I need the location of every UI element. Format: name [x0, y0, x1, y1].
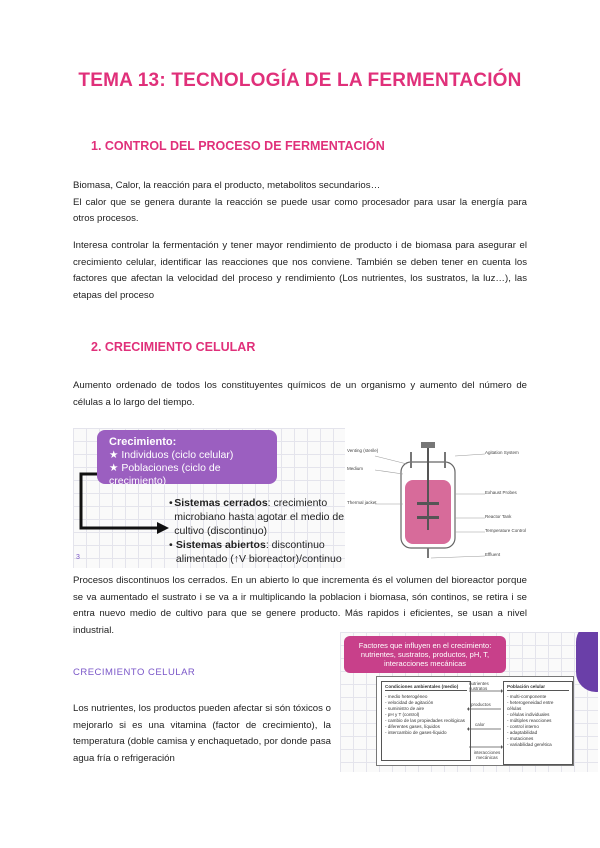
arrow-label: productos — [471, 702, 491, 707]
growth-slide-image — [73, 428, 527, 568]
box-title: Crecimiento: — [109, 436, 177, 448]
paragraph-text: Procesos discontinuos los cerrados. En un abierto lo que incrementa és el volumen del bioreactor porque se va aumentado el sustrato i se va a ir multiplicando la poblacion i biomasa, són continos, se retira i se entra nuevo medio de cultivo para que se genere producto. Más rapidos i eficientes, se usan a nivel industrial. — [73, 575, 527, 636]
list-item: - mutaciones — [507, 736, 534, 741]
paragraph-line: Biomasa, Calor, la reacción para el producto, metabolitos secundarios… — [73, 180, 381, 191]
crecimiento-subheading: CRECIMIENTO CELULAR — [73, 667, 196, 678]
list-item: - velocidad de agitación — [385, 700, 434, 705]
paragraph-text: Los nutrientes, los productos pueden afectar si són tóxicos o mejorarlo si es una vitamina (factor de crecimiento), la temperatura (doble camisa y enchaquetado, por donde pasa agua fría o refrigeración — [73, 703, 331, 764]
reactor-label: Thermal jacket — [347, 500, 377, 505]
section-2-paragraph-1 — [73, 378, 527, 411]
list-item: - diferentes gases, líquidos — [385, 724, 440, 729]
box-item: ★ Poblaciones (ciclo de crecimiento) — [109, 462, 221, 487]
paragraph-line: El calor que se genera durante la reacción se puede usar como procesador para usar la energía para otros procesos. — [73, 196, 527, 224]
list-item: - variabilidad genética — [507, 742, 552, 747]
list-item: - medio heterogéneo — [385, 694, 428, 699]
environment-box — [381, 681, 471, 761]
factors-title-box: Factores que influyen en el crecimiento: nutrientes, sustratos, productos, pH, T, interacciones mecánicas — [344, 636, 506, 673]
list-item: - suministro de aire — [385, 706, 425, 711]
slide-page-number: 3 — [76, 554, 80, 561]
arrow-label: nutrientes — [469, 681, 489, 686]
bullet-item: • Sistemas abiertos: discontinuo alimentado (↑V bioreactor)/continuo — [169, 539, 342, 565]
section-2-paragraph-2 — [73, 573, 527, 639]
reactor-label: Effluent — [485, 552, 501, 557]
section-1-paragraph-2 — [73, 238, 527, 304]
reactor-label: Reactor Tank — [485, 514, 512, 519]
paragraph-text: Interesa controlar la fermentación y tener mayor rendimiento de producto i de biomasa para asegurar el crecimiento celular, identificar las reacciones que nos conviene. También se deben tener en cuenta los factores que afectan la velocidad del proceso y rendimiento (Los nutrientes, los sustratos, la luz…), las etapas del proceso — [73, 240, 527, 301]
box-item: ★ Individuos (ciclo celular) — [109, 449, 234, 461]
bioreactor-diagram — [345, 428, 527, 568]
bullet-text: : crecimiento microbiano hasta agotar el medio de cultivo (discontinuo) — [174, 497, 345, 537]
paragraph-text: Aumento ordenado de todos los constituyentes químicos de un organismo y aumento del número de células a lo largo del tiempo. — [73, 380, 527, 408]
factors-diagram — [376, 676, 574, 766]
arrow-label: interacciones mecánicas — [473, 750, 501, 760]
list-item: - heterogeneidad entre células — [507, 700, 554, 711]
reactor-label: Agitation System — [485, 450, 519, 455]
list-item: - control interno — [507, 724, 539, 729]
list-item: - pH y T (control) — [385, 712, 420, 717]
list-item: - adaptabilidad — [507, 730, 538, 735]
reactor-label: Venting (sterile) — [347, 448, 379, 453]
arrow-label: sustratos — [469, 686, 488, 691]
list-item: - múltiples reacciones — [507, 718, 552, 723]
list-item: - multi-componente — [507, 694, 547, 699]
section-2-heading: 2. CRECIMIENTO CELULAR — [91, 340, 256, 354]
reactor-label: Medium — [347, 466, 364, 471]
section-1-heading: 1. CONTROL DEL PROCESO DE FERMENTACIÓN — [91, 139, 385, 153]
systems-bullets — [169, 496, 359, 566]
section-2-paragraph-3 — [73, 701, 331, 767]
population-header: Población celular — [507, 684, 569, 691]
bullet-bold: Sistemas abiertos — [175, 539, 266, 551]
arrow-label: calor — [475, 722, 485, 727]
bullet-text: : discontinuo alimentado (↑V bioreactor)/continuo — [175, 539, 342, 565]
page-title: TEMA 13: TECNOLOGÍA DE LA FERMENTACIÓN — [78, 70, 522, 91]
decor-shape — [576, 632, 598, 692]
reactor-label: Temperature Control — [485, 528, 527, 533]
population-box — [503, 681, 573, 765]
list-item: - cambio de las propiedades reológicas — [385, 718, 465, 723]
reactor-label: Exhaust Probes — [485, 490, 517, 495]
list-item: - células individuales — [507, 712, 550, 717]
list-item: - intercambio de gases-líquido — [385, 730, 447, 735]
section-1-paragraph-1 — [73, 178, 527, 228]
factors-figure — [340, 632, 598, 772]
bullet-item: • Sistemas cerrados: crecimiento microbiano hasta agotar el medio de cultivo (discontinuo) — [169, 497, 345, 537]
environment-header: Condiciones ambientales (medio) — [385, 684, 467, 691]
bullet-bold: Sistemas cerrados — [174, 497, 268, 509]
